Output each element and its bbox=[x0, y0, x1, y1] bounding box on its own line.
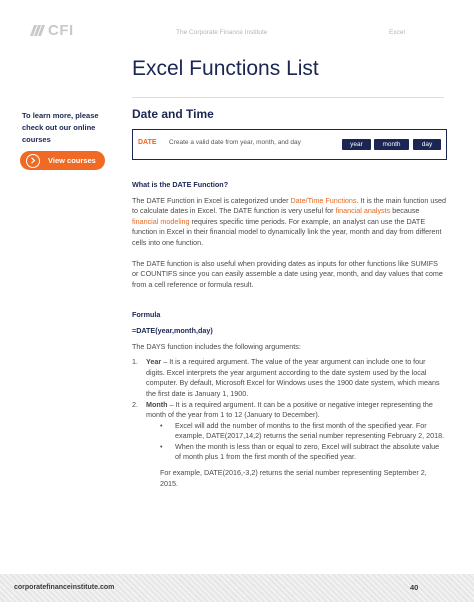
bullet-add-months: • Excel will add the number of months to the first month of the specified year. For example, DATE(2017,14,2) returns the serial number representing February 2, 2018. bbox=[160, 420, 445, 441]
month-example: For example, DATE(2016,-3,2) returns the serial number representing September 2, 2015. bbox=[160, 468, 427, 488]
view-courses-label: View courses bbox=[48, 156, 96, 165]
page-title: Excel Functions List bbox=[132, 57, 319, 80]
syntax-box bbox=[132, 129, 447, 160]
logo-text: CFI bbox=[48, 22, 74, 39]
header-institute: The Corporate Finance Institute bbox=[176, 29, 268, 36]
page-header bbox=[0, 0, 474, 50]
arguments-intro: The DAYS function includes the following arguments: bbox=[132, 341, 301, 351]
formula-heading: Formula bbox=[132, 310, 161, 320]
syntax-arg-month: month bbox=[374, 139, 409, 150]
cfi-logo bbox=[30, 22, 74, 39]
article-body bbox=[132, 180, 446, 489]
sidebar-promo-text: To learn more, please check out our online courses bbox=[22, 111, 99, 144]
argument-month: 2. Month – It is a required argument. It can be a positive or negative integer representing the month of the year from 1 to 12 (January to December). • Excel will add the number of months to the first month of the specified year. For example, DATE(2017,14,2) returns the serial number representing February 2, 2018. • When the month is less than or equal to zero, Excel will subtract the absolute value of month plus 1 from the first month of the specified year. For example, DATE(2016,-3,2) returns the serial number representing September 2, 2015. bbox=[132, 399, 445, 488]
formula-text: =DATE(year,month,day) bbox=[132, 325, 213, 335]
view-courses-button[interactable] bbox=[20, 151, 105, 170]
title-divider bbox=[132, 97, 444, 98]
syntax-arg-year: year bbox=[342, 139, 371, 150]
footer-url-link[interactable]: corporatefinanceinstitute.com bbox=[14, 584, 115, 591]
paragraph-usage: The DATE function is also useful when providing dates as inputs for other functions like SUMIFS or COUNTIFS since you can easily assemble a date using year, month, and day values that come from a cell reference or formula result. bbox=[132, 258, 443, 289]
link-financial-modeling[interactable]: financial modeling bbox=[132, 216, 190, 226]
argument-year: 1. Year – It is a required argument. The value of the year argument can include one to four digits. Excel interprets the year argument according to the date system used by the local computer. By default, Microsoft Excel for Windows uses the 1900 date system, which means the first date is January 1, 1900. bbox=[132, 357, 440, 398]
header-topic: Excel bbox=[389, 29, 405, 36]
link-date-time-functions[interactable]: Date/Time Functions bbox=[290, 195, 357, 205]
cfi-logo-icon bbox=[30, 25, 46, 36]
page-number: 40 bbox=[410, 583, 419, 592]
paragraph-intro: The DATE Function in Excel is categorized under Date/Time Functions. It is the main function used to calculate dates in Excel. The DATE function is very useful for financial analysts because financial modeling requires specific time periods. For example, an analyst can use the DATE function in Excel in their financial model to dynamically link the year, month and day from different cells into one function. bbox=[132, 195, 447, 247]
link-financial-analysts[interactable]: financial analysts bbox=[335, 206, 391, 216]
arguments-list bbox=[132, 357, 446, 489]
syntax-description: Create a valid date from year, month, and day bbox=[169, 139, 301, 146]
section-title: Date and Time bbox=[132, 107, 214, 121]
syntax-arg-day: day bbox=[413, 139, 441, 150]
month-bullets bbox=[160, 421, 446, 463]
what-heading: What is the DATE Function? bbox=[132, 180, 229, 189]
chevron-right-icon bbox=[26, 154, 40, 168]
page-footer bbox=[0, 574, 474, 602]
bullet-subtract-months: • When the month is less than or equal to zero, Excel will subtract the absolute value of month plus 1 from the first month of the specified year. bbox=[160, 441, 440, 462]
syntax-function-name: DATE bbox=[138, 139, 157, 146]
